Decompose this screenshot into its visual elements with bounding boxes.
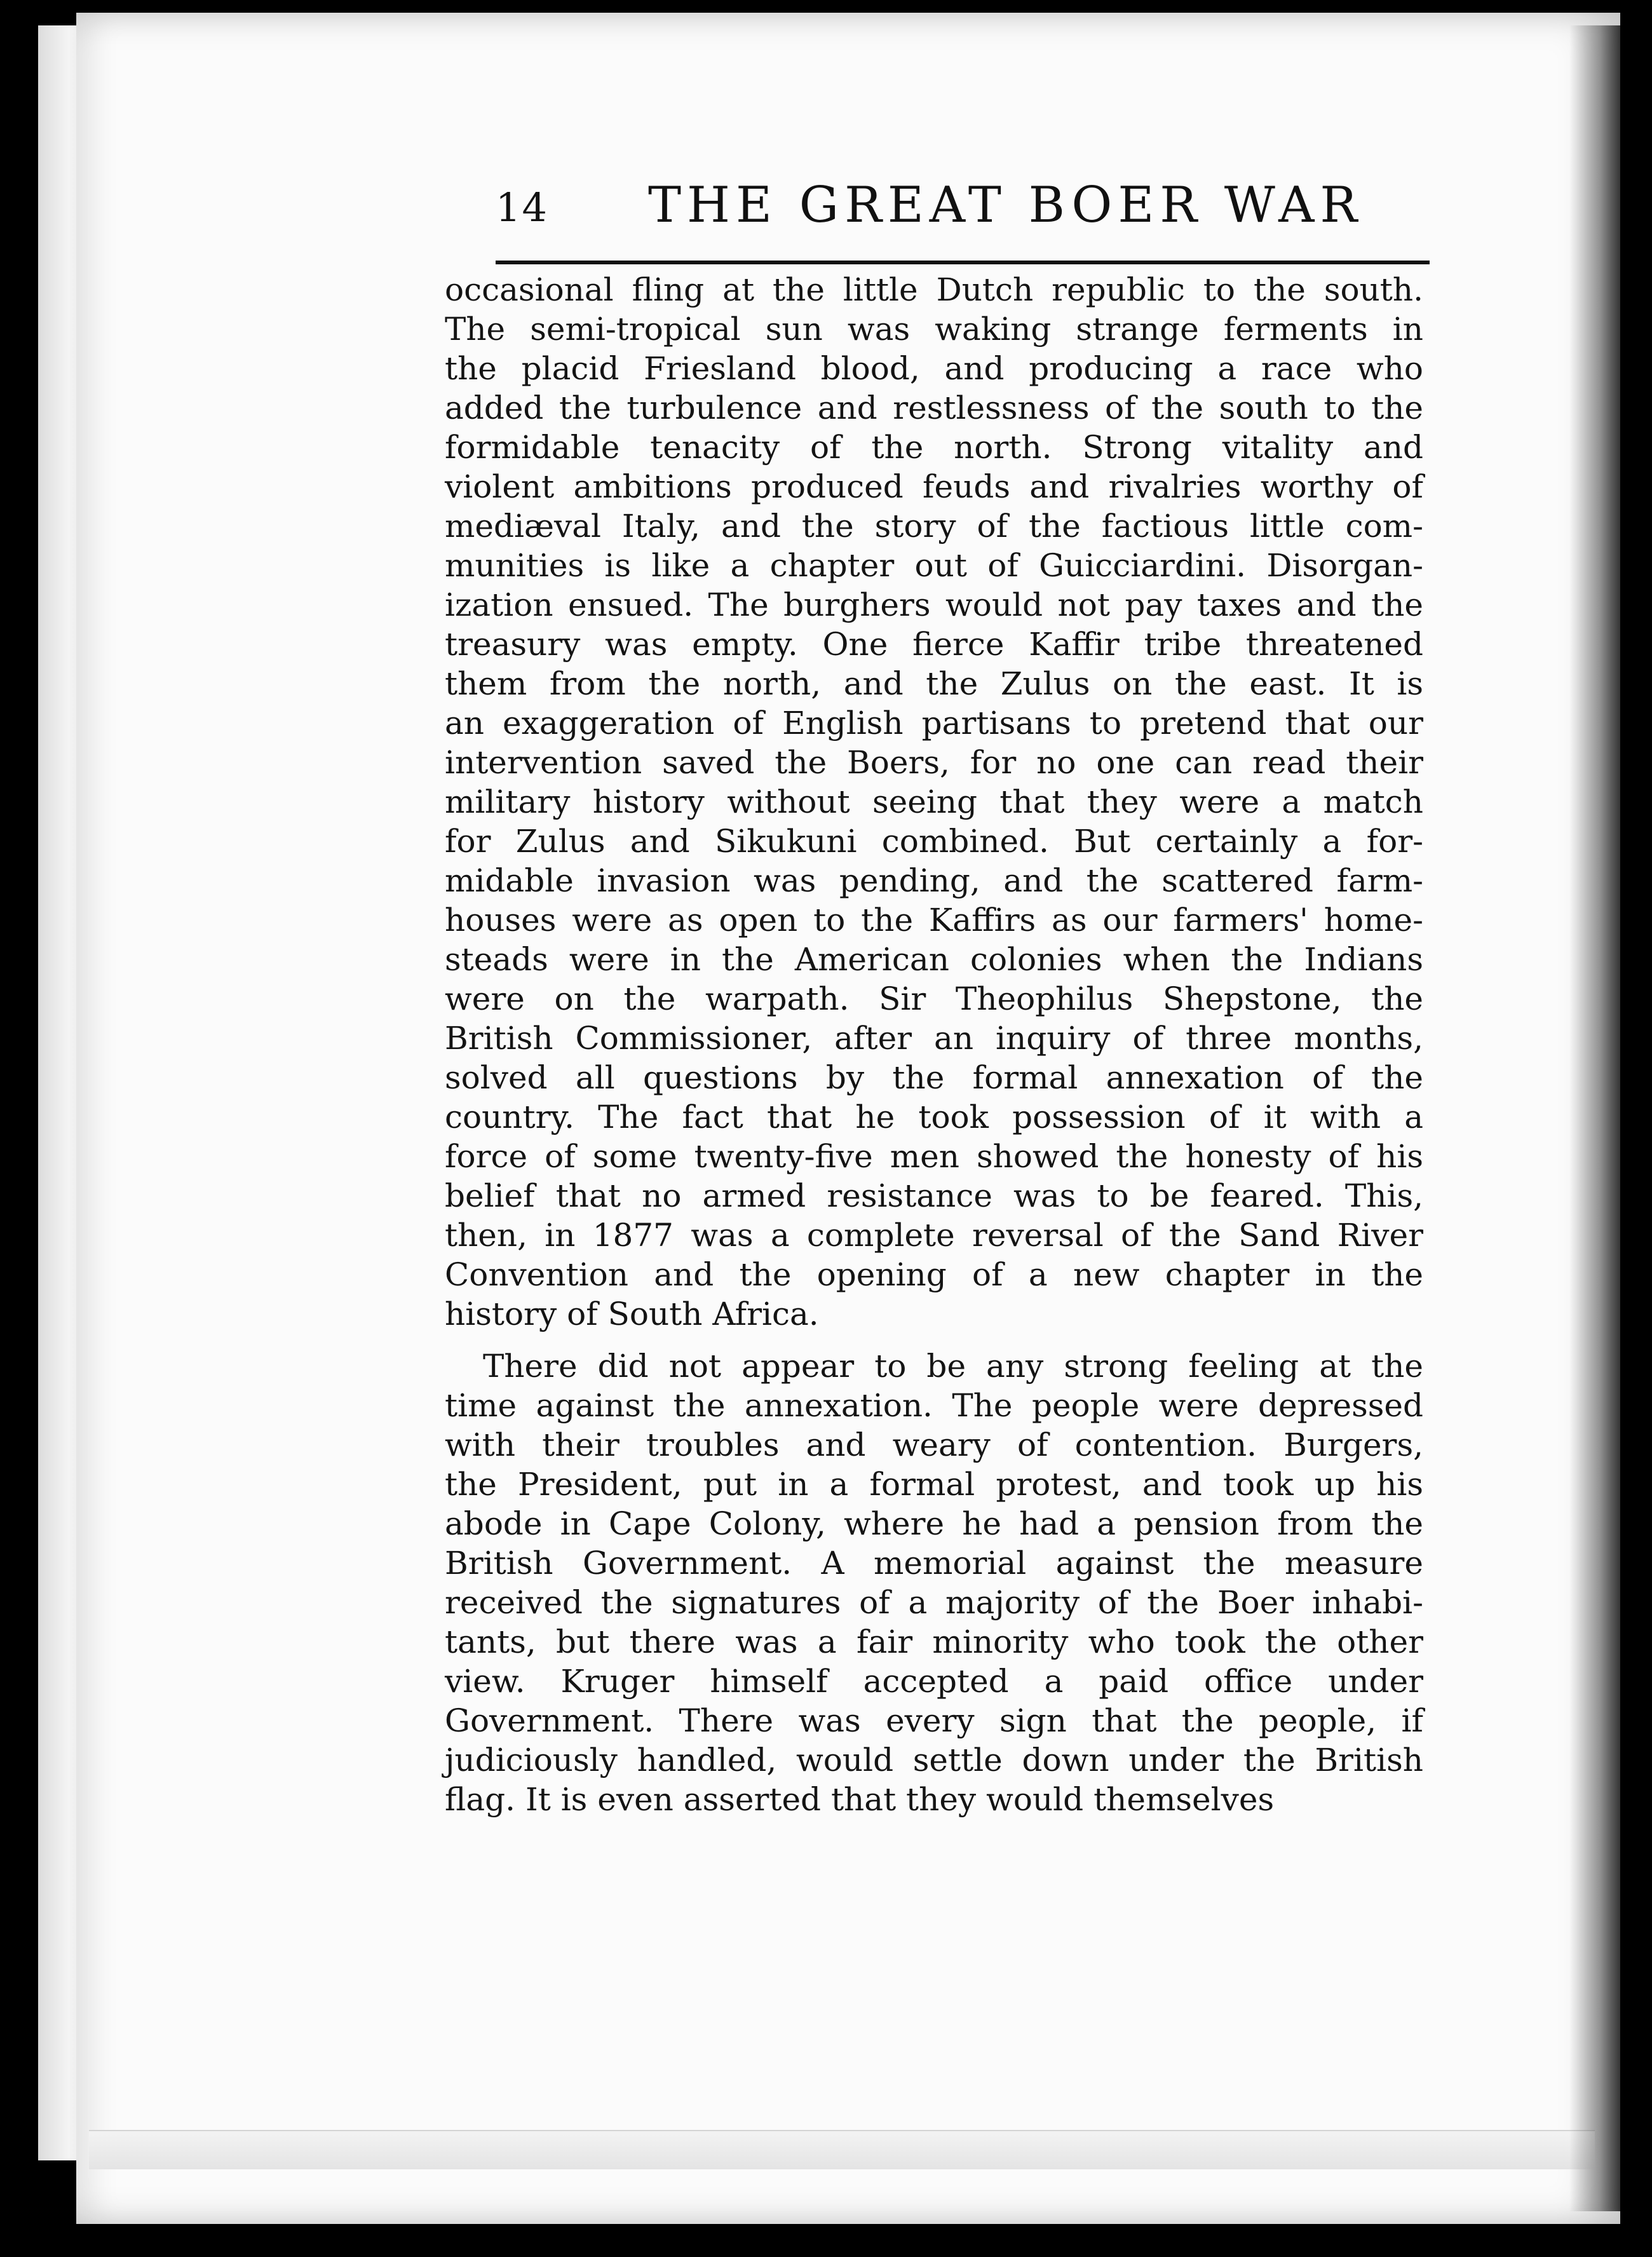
- paragraph: [445, 270, 1423, 1334]
- text-line: military history without seeing that they were a match: [445, 783, 1423, 820]
- text-line: steads were in the American colonies when the Indians: [445, 941, 1423, 978]
- text-line: munities is like a chapter out of Guicciardini. Disorgan-: [445, 547, 1423, 584]
- text-line: an exaggeration of English partisans to pretend that our: [445, 705, 1423, 742]
- text-line: British Government. A memorial against the measure: [445, 1545, 1423, 1582]
- text-line: were on the warpath. Sir Theophilus Shepstone, the: [445, 980, 1423, 1017]
- text-line: with their troubles and weary of contention. Burgers,: [445, 1427, 1423, 1463]
- text-line: mediæval Italy, and the story of the factious little com-: [445, 508, 1423, 545]
- text-line: added the turbulence and restlessness of the south to the: [445, 390, 1423, 426]
- text-line: time against the annexation. The people were depressed: [445, 1387, 1423, 1424]
- text-line: The semi-tropical sun was waking strange ferments in: [445, 311, 1423, 348]
- header-rule: [496, 261, 1430, 264]
- text-line: occasional fling at the little Dutch republic to the south.: [445, 271, 1423, 308]
- text-line: violent ambitions produced feuds and rivalries worthy of: [445, 468, 1423, 505]
- text-line: judiciously handled, would settle down under the British: [445, 1742, 1423, 1779]
- text-line: intervention saved the Boers, for no one can read their: [445, 744, 1423, 781]
- text-line: the President, put in a formal protest, and took up his: [445, 1466, 1423, 1503]
- text-line: tants, but there was a fair minority who took the other: [445, 1623, 1423, 1660]
- running-title: THE GREAT BOER WAR: [648, 177, 1364, 234]
- paragraph-gap: [445, 1334, 1423, 1346]
- text-line: formidable tenacity of the north. Strong vitality and: [445, 429, 1423, 466]
- page-number: 14: [496, 184, 548, 231]
- text-line: abode in Cape Colony, where he had a pension from the: [445, 1505, 1423, 1542]
- text-line: Convention and the opening of a new chapter in the: [445, 1256, 1423, 1293]
- text-line: midable invasion was pending, and the scattered farm-: [445, 862, 1423, 899]
- text-line: Government. There was every sign that the people, if: [445, 1702, 1423, 1739]
- text-line: the placid Friesland blood, and producing a race who: [445, 350, 1423, 387]
- text-line: received the signatures of a majority of the Boer inhabi-: [445, 1584, 1423, 1621]
- text-line: view. Kruger himself accepted a paid office under: [445, 1663, 1423, 1700]
- page-gutter-shadow: [1569, 25, 1620, 2211]
- text-line: British Commissioner, after an inquiry of three months,: [445, 1020, 1423, 1057]
- text-line: ization ensued. The burghers would not pay taxes and the: [445, 586, 1423, 623]
- text-line: history of South Africa.: [445, 1296, 819, 1332]
- text-line: country. The fact that he took possession of it with a: [445, 1099, 1423, 1135]
- text-line: force of some twenty-five men showed the honesty of his: [445, 1138, 1423, 1175]
- text-line: belief that no armed resistance was to be feared. This,: [445, 1177, 1423, 1214]
- text-line: then, in 1877 was a complete reversal of the Sand River: [445, 1217, 1423, 1254]
- text-line: houses were as open to the Kaffirs as our farmers' home-: [445, 902, 1423, 939]
- paragraph: [445, 1346, 1423, 1819]
- body-text: [445, 270, 1423, 1819]
- text-line: solved all questions by the formal annexation of the: [445, 1059, 1423, 1096]
- page-header: [496, 170, 1430, 253]
- text-line: treasury was empty. One fierce Kaffir tribe threatened: [445, 626, 1423, 663]
- page-bottom-edge: [89, 2130, 1595, 2169]
- text-line: flag. It is even asserted that they would themselves: [445, 1781, 1275, 1818]
- text-line: for Zulus and Sikukuni combined. But certainly a for-: [445, 823, 1423, 860]
- text-line: them from the north, and the Zulus on the east. It is: [445, 665, 1423, 702]
- text-line: There did not appear to be any strong feeling at the: [483, 1348, 1423, 1385]
